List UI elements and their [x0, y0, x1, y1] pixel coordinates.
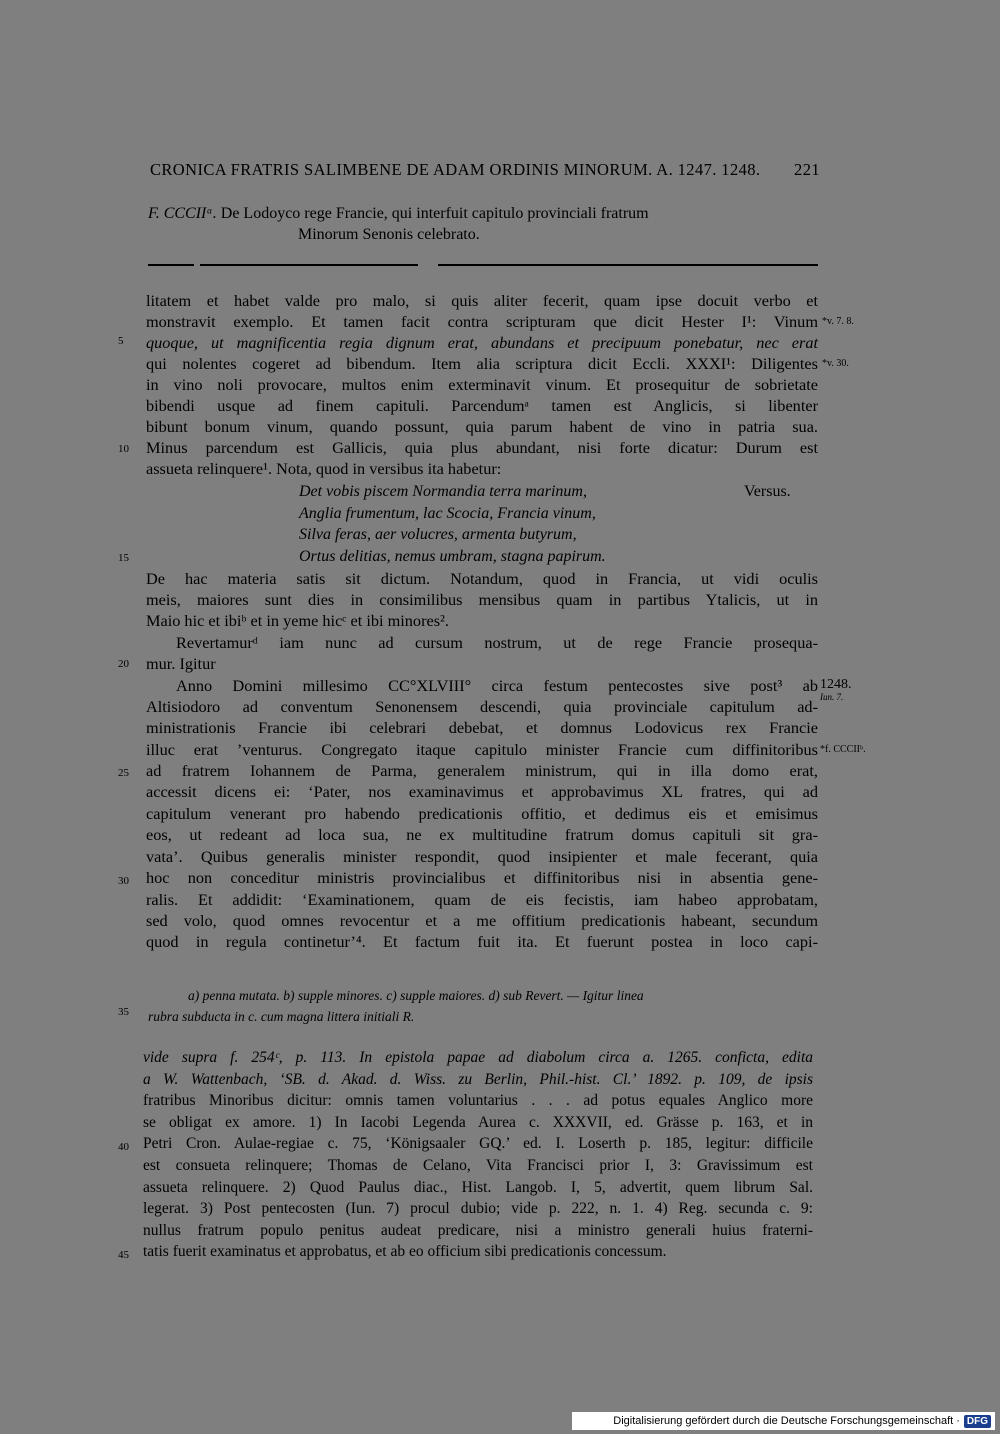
note-line: nullus fratrum populo penitus audeat predicare, nisi a ministro generali huius fraterni-	[143, 1222, 813, 1239]
note-line: vide supra f. 254ᶜ, p. 113. In epistola papae ad diabolum circa a. 1265. conficta, edita	[143, 1049, 813, 1066]
margin-note-year: 1248.	[820, 677, 852, 692]
line-number: 25	[118, 767, 129, 779]
note-line: fratribus Minoribus dicitur: omnis tamen voluntarius . . . ad potus equales Anglico more	[143, 1092, 813, 1109]
running-title: CRONICA FRATRIS SALIMBENE DE ADAM ORDINIS MINORUM. A. 1247. 1248.	[150, 160, 761, 179]
text-line: hoc non conceditur ministris provincialibus et diffinitoribus nisi in absentia gene-	[146, 868, 818, 887]
chapter-number: F. CCCIIᵃ.	[148, 205, 217, 222]
line-number: 40	[118, 1141, 129, 1153]
text-line: mur. Igitur	[146, 654, 216, 673]
poem-line: Ortus delitias, nemus umbram, stagna papirum.	[299, 547, 606, 565]
text-line: ministrationis Francie ibi celebrari debebat, et domnus Lodovicus rex Francie	[146, 718, 818, 737]
poem-line: Anglia frumentum, lac Scocia, Francia vinum,	[299, 504, 596, 522]
text-line: bibendi usque ad finem capituli. Parcendumᵃ tamen est Anglicis, si libenter	[146, 396, 818, 415]
versus-label: Versus.	[744, 483, 791, 500]
note-line: a W. Wattenbach, ‘SB. d. Akad. d. Wiss. zu Berlin, Phil.-hist. Cl.’ 1892. p. 109, de ipsis	[143, 1071, 813, 1088]
margin-note: *v. 7. 8.	[822, 316, 854, 327]
running-head	[150, 160, 820, 180]
apparatus-line: rubra subducta in c. cum magna littera initiali R.	[148, 1009, 415, 1024]
chapter-heading	[148, 203, 828, 245]
margin-note-date: Iun. 7.	[820, 692, 844, 702]
text-line: Revertamurᵈ iam nunc ad cursum nostrum, ut de rege Francie prosequa-	[176, 633, 818, 652]
apparatus-line: a) penna mutata. b) supple minores. c) supple maiores. d) sub Revert. — Igitur linea	[188, 988, 644, 1003]
text-line: qui nolentes cogeret ad bibendum. Item alia scriptura dicit Eccli. XXXI¹: Diligentes	[146, 354, 818, 373]
text-line: illuc erat ’venturus. Congregato itaque capitulo minister Francie cum diffinitoribus	[146, 740, 818, 759]
note-line: est consueta relinquere; Thomas de Celano, Vita Francisci prior I, 3: Gravissimum est	[143, 1157, 813, 1174]
text-line: quoque, ut magnificentia regia dignum erat, abundans et precipuum ponebatur, nec erat	[146, 333, 818, 352]
line-number: 35	[118, 1006, 129, 1018]
text-line: ralis. Et addidit: ‘Examinationem, quam de eis fecistis, iam habeo approbatam,	[146, 890, 818, 909]
text-line: Altisiodoro ad conventum Senonensem descendi, quia provinciale capitulum ad-	[146, 697, 818, 716]
text-line: in vino noli provocare, multos enim exterminavit vinum. Et prosequitur de sobrietate	[146, 375, 818, 394]
funding-banner	[572, 1412, 995, 1430]
text-line: vata’. Quibus generalis minister respondit, quod insipienter et male fecerant, quia	[146, 847, 818, 866]
page-number: 221	[794, 160, 820, 179]
section-divider	[148, 264, 818, 266]
text-line: litatem et habet valde pro malo, si quis aliter fecerit, quam ipse docuit verbo et	[146, 291, 818, 310]
margin-note-folio: *f. CCCIIᵇ.	[820, 744, 866, 755]
text-line: quod in regula continetur’⁴. Et factum fuit ita. Et fuerunt postea in loco capi-	[146, 932, 818, 951]
chapter-title-line1: De Lodoyco rege Francie, qui interfuit capitulo provinciali fratrum	[220, 205, 649, 222]
margin-note: *v. 30.	[822, 358, 849, 369]
poem	[299, 481, 606, 567]
note-line: se obligat ex amore. 1) In Iacobi Legenda Aurea c. XXXVII, ed. Grässe p. 163, et in	[143, 1114, 813, 1131]
note-line: tatis fuerit examinatus et approbatus, et ab eo officium sibi predicationis concessum.	[143, 1243, 667, 1260]
text-line: bibunt bonum vinum, quando possunt, quia parum habent de vino in patria sua.	[146, 417, 818, 436]
text-line: eos, ut redeant ad loca sua, ne ex multitudine fratrum domus capituli sit gra-	[146, 825, 818, 844]
text-line: meis, maiores sunt dies in consimilibus mensibus quam in partibus Ytalicis, ut in	[146, 590, 818, 609]
text-line: accessit dicens ei: ‘Pater, nos examinavimus et approbavimus XL fratres, qui ad	[146, 782, 818, 801]
dfg-logo-icon: DFG	[964, 1415, 991, 1428]
note-line: assueta relinquere. 2) Quod Paulus diac., Hist. Langob. I, 5, advertit, quem librum Sal.	[143, 1179, 813, 1196]
text-line: capitulum venerant pro habendo predicationis offitio, et dedimus eis et emisimus	[146, 804, 818, 823]
chapter-title-line2: Minorum Senonis celebrato.	[298, 226, 480, 243]
line-number: 5	[118, 335, 124, 347]
text-line: Minus parcendum est Gallicis, quia plus abundant, nisi forte dicatur: Durum est	[146, 438, 818, 457]
funding-text: Digitalisierung gefördert durch die Deutsche Forschungsgemeinschaft	[613, 1415, 954, 1427]
text-line: De hac materia satis sit dictum. Notandum, quod in Francia, ut vidi oculis	[146, 569, 818, 588]
line-number: 30	[118, 875, 129, 887]
poem-line: Silva feras, aer volucres, armenta butyrum,	[299, 526, 577, 543]
text-line: sed volo, quod omnes revocentur et a me offitium predicationis habeant, secundum	[146, 911, 818, 930]
critical-apparatus	[148, 985, 813, 1027]
line-number: 10	[118, 443, 129, 455]
note-line: Petri Cron. Aulae-regiae c. 75, ‘Königsaaler GQ.’ ed. I. Loserth p. 185, legitur: difficile	[143, 1135, 813, 1152]
text-line: Anno Domini millesimo CC°XLVIII° circa festum pentecostes sive post³ ab	[176, 676, 818, 695]
poem-line: Det vobis piscem Normandia terra marinum,	[299, 483, 587, 500]
text-line: ad fratrem Iohannem de Parma, generalem ministrum, qui in illa domo erat,	[146, 761, 818, 780]
line-number: 20	[118, 658, 129, 670]
separator-dot: ·	[956, 1415, 960, 1427]
line-number: 15	[118, 552, 129, 564]
line-number: 45	[118, 1249, 129, 1261]
text-line: assueta relinquere¹. Nota, quod in versibus ita habetur:	[146, 459, 502, 478]
text-line: monstravit exemplo. Et tamen facit contra scripturam que dicit Hester I¹: Vinum	[146, 312, 818, 331]
note-line: legerat. 3) Post pentecosten (Iun. 7) procul dubio; vide p. 222, n. 1. 4) Reg. secunda c. 9:	[143, 1200, 813, 1217]
text-line: Maio hic et ibiᵇ et in yeme hicᶜ et ibi minores².	[146, 611, 450, 630]
